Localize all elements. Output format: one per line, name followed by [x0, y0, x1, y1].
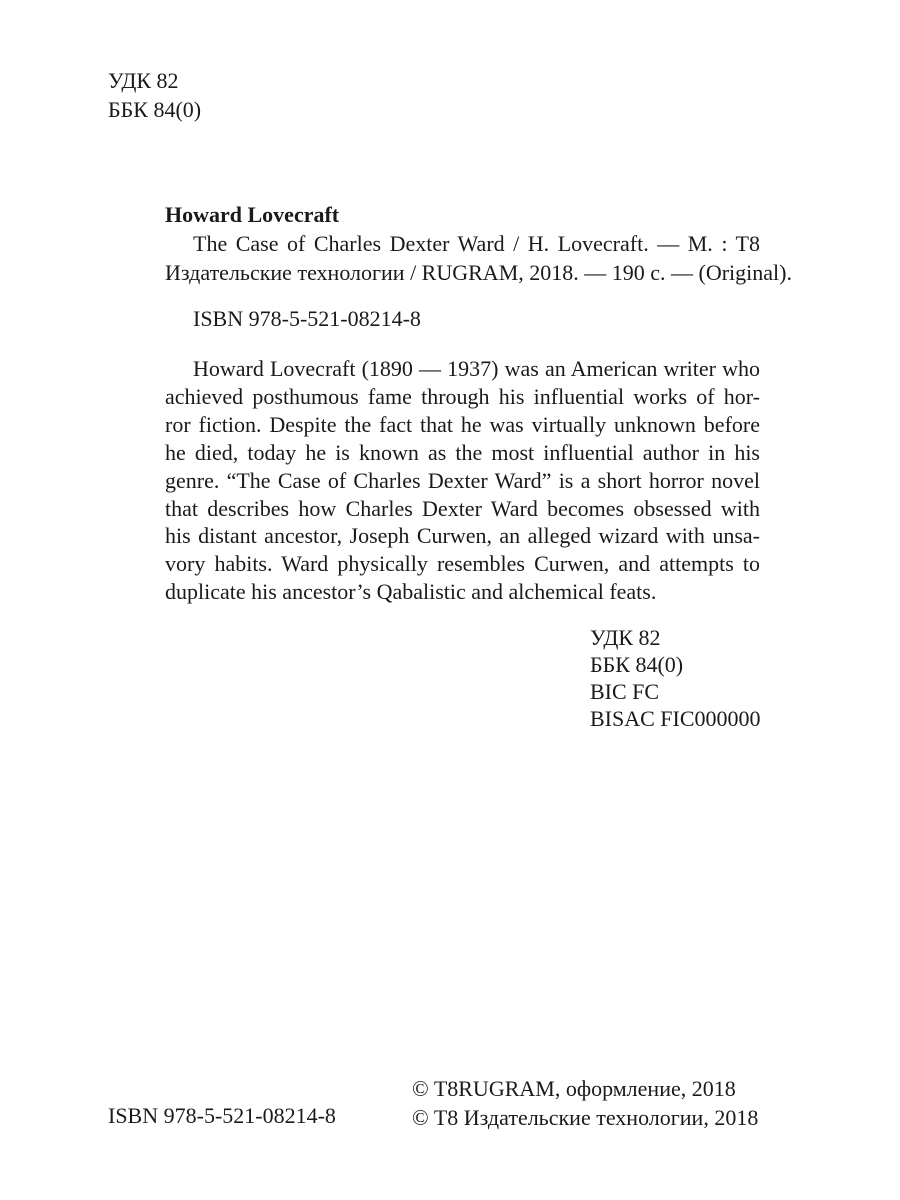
bbk-code: ББК 84(0): [108, 97, 202, 122]
udk-code: УДК 82: [108, 68, 179, 93]
isbn-bottom: ISBN 978-5-521-08214-8: [108, 1103, 336, 1128]
bisac-code: BISAC FIC000000: [590, 706, 761, 731]
annotation-line: Howard Lovecraft (1890 — 1937) was an American writer who: [193, 356, 760, 381]
copyright-notice: [412, 1074, 758, 1132]
bibliographic-record: [165, 229, 792, 287]
isbn-main: ISBN 978-5-521-08214-8: [193, 306, 421, 331]
copyright-line-2: © T8 Издательские технологии, 2018: [412, 1105, 759, 1130]
annotation: [165, 355, 760, 606]
copyright-line-1: © T8RUGRAM, оформление, 2018: [412, 1076, 736, 1101]
annotation-line: that describes how Charles Dexter Ward becomes obsessed with: [165, 495, 760, 521]
udk-code: УДК 82: [590, 625, 661, 650]
bic-code: BIC FC: [590, 679, 660, 704]
annotation-line: ror fiction. Despite the fact that he was virtually unknown before: [165, 411, 760, 437]
annotation-line: his distant ancestor, Joseph Curwen, an alleged wizard with unsa-: [165, 523, 760, 549]
bibliographic-line-1: The Case of Charles Dexter Ward / H. Lovecraft. — M. : T8: [193, 231, 760, 256]
annotation-line: duplicate his ancestor’s Qabalistic and alchemical feats.: [165, 579, 657, 605]
bbk-code: ББК 84(0): [590, 652, 684, 677]
bibliographic-line-2: Издательские технологии / RUGRAM, 2018. — 190 с. — (Original).: [165, 260, 792, 285]
classification-top: [108, 66, 201, 124]
annotation-line: achieved posthumous fame through his influential works of hor-: [165, 383, 760, 409]
annotation-line: vory habits. Ward physically resembles Curwen, and attempts to: [165, 551, 760, 577]
classification-right: [590, 624, 761, 732]
author-name: Howard Lovecraft: [165, 202, 340, 227]
annotation-line: genre. “The Case of Charles Dexter Ward” is a short horror novel: [165, 467, 760, 493]
annotation-line: he died, today he is known as the most influential author in his: [165, 439, 760, 465]
